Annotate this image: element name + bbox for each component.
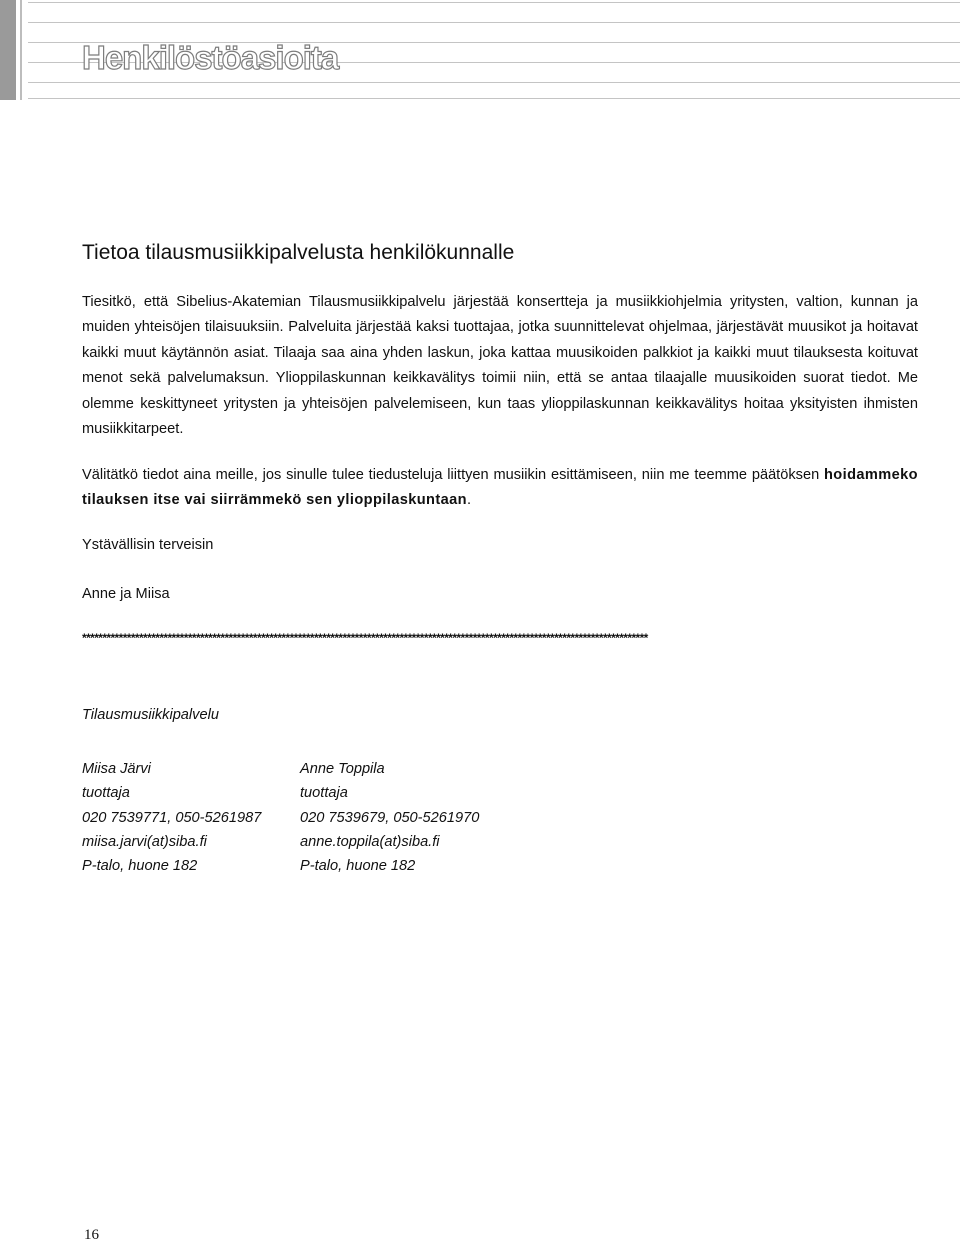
body-paragraph-1: Tiesitkö, että Sibelius-Akatemian Tilausmusiikkipalvelu järjestää konsertteja ja musiikkiohjelmia yritysten, valtion, kunnan ja muiden yhteisöjen tilaisuuksiin. Palveluita järjestää kaksi tuottajaa, jotka suunnittelevat ohjelmaa, järjestävät muusikot ja hoitavat kaikki muut käytännön asiat. Tilaaja saa aina yhden laskun, joka kattaa muusikoiden palkkiot ja kaikki muut tilauksesta koituvat menot sekä palvelumaksun. Ylioppilaskunnan keikkavälitys toimii niin, että se antaa tilaajalle muusikoiden suorat tiedot. Me olemme keskittyneet yritysten ja yhteisöjen palvelemiseen, kun taas ylioppilaskunnan keikkavälitys hoitaa yksityisten ihmisten musiikkitarpeet. bbox=[82, 294, 918, 438]
section-title: Henkilöstöasioita bbox=[82, 39, 339, 76]
contact-role: tuottaja bbox=[300, 785, 348, 802]
contact-room: P-talo, huone 182 bbox=[300, 858, 416, 875]
contact-card-anne bbox=[300, 757, 479, 878]
header-vertical-rule bbox=[20, 0, 22, 100]
body-paragraph-2 bbox=[82, 463, 918, 512]
contact-role: tuottaja bbox=[82, 785, 130, 802]
header-rule bbox=[28, 82, 960, 83]
contact-room: P-talo, huone 182 bbox=[82, 858, 198, 875]
header-gray-block bbox=[0, 0, 16, 100]
contact-email: anne.toppila(at)siba.fi bbox=[300, 833, 440, 850]
contact-section-title: Tilausmusiikkipalvelu bbox=[82, 707, 219, 723]
header-rule bbox=[28, 98, 960, 99]
paragraph-2-end: . bbox=[466, 491, 472, 508]
contact-name: Anne Toppila bbox=[300, 761, 385, 777]
header-rule bbox=[28, 2, 960, 3]
contact-card-miisa bbox=[82, 757, 261, 878]
contact-phone: 020 7539679, 050-5261970 bbox=[300, 809, 480, 826]
header-rule bbox=[28, 22, 960, 23]
contact-phone: 020 7539771, 050-5261987 bbox=[82, 809, 262, 826]
paragraph-2-text: Välitätkö tiedot aina meille, jos sinulle tulee tiedusteluja liittyen musiikin esittämiseen, niin me teemme päätöksen bbox=[82, 467, 824, 483]
article-title: Tietoa tilausmusiikkipalvelusta henkilökunnalle bbox=[82, 241, 515, 264]
contact-name: Miisa Järvi bbox=[82, 761, 151, 777]
greeting: Ystävällisin terveisin bbox=[82, 537, 214, 553]
contact-email: miisa.jarvi(at)siba.fi bbox=[82, 833, 207, 850]
asterisk-separator: ******************************************************************************************************************************************* bbox=[82, 631, 648, 645]
page-number: 16 bbox=[84, 1227, 99, 1243]
signature: Anne ja Miisa bbox=[82, 586, 170, 602]
paragraph-2-emphasis: hoidammeko tilauksen itse vai siirrämmekö sen ylioppilaskuntaan bbox=[82, 467, 918, 508]
